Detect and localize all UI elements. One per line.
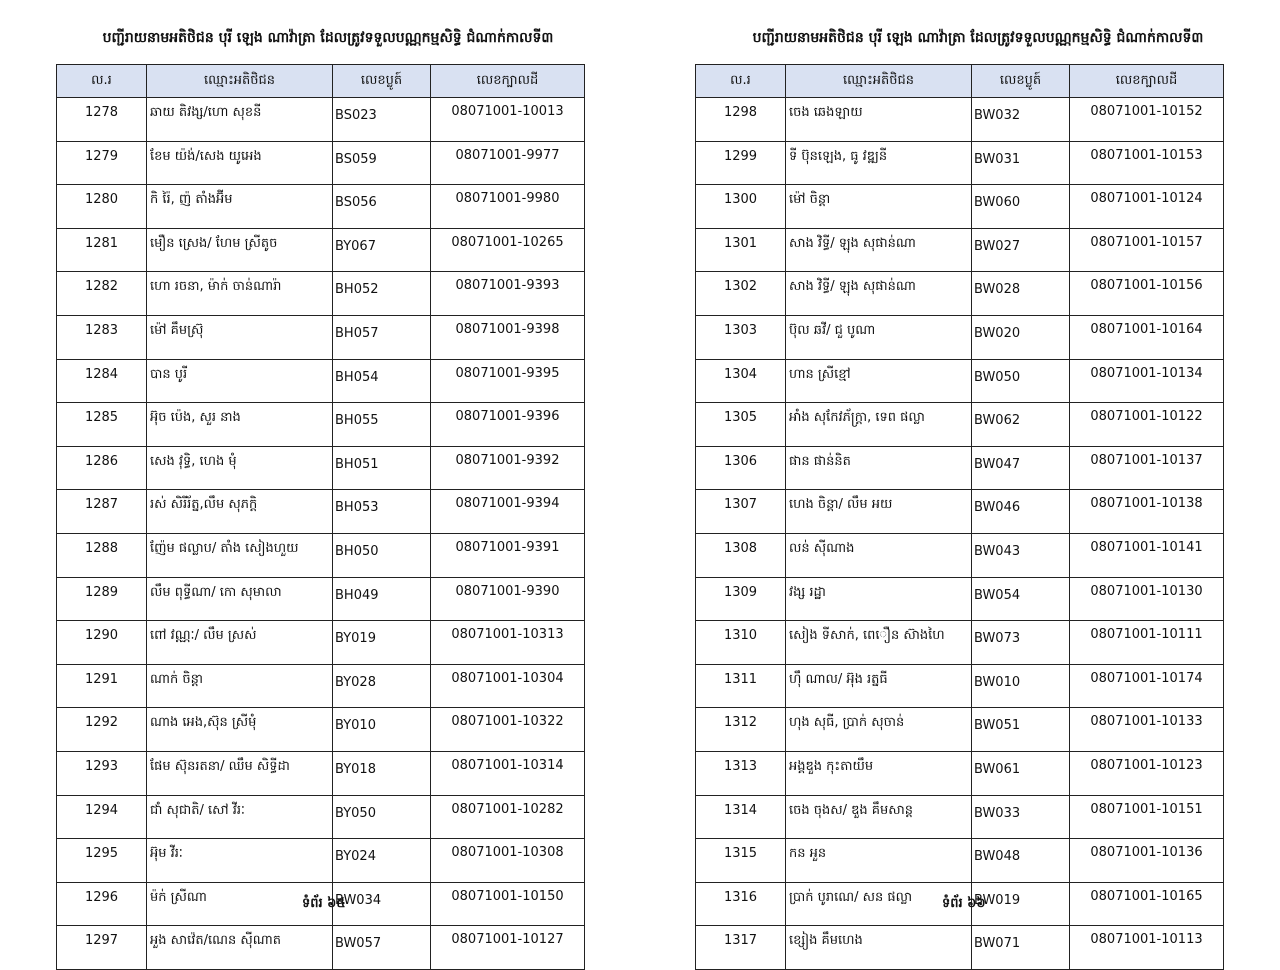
table-row bbox=[696, 98, 1224, 142]
land-title-number-cell: 08071001-10150 bbox=[431, 882, 585, 926]
land-title-number-cell: 08071001-10156 bbox=[1070, 272, 1224, 316]
plot-code-cell: BY050 bbox=[333, 795, 431, 839]
row-number-cell: 1295 bbox=[57, 839, 147, 883]
row-number-cell: 1312 bbox=[696, 708, 786, 752]
row-number-cell: 1297 bbox=[57, 926, 147, 970]
table-row bbox=[57, 228, 585, 272]
plot-code-cell: BY067 bbox=[333, 228, 431, 272]
column-header-number: ល.រ bbox=[696, 65, 786, 98]
land-title-number-cell: 08071001-10151 bbox=[1070, 795, 1224, 839]
table-row bbox=[57, 403, 585, 447]
row-number-cell: 1284 bbox=[57, 359, 147, 403]
land-title-number-cell: 08071001-10174 bbox=[1070, 664, 1224, 708]
row-number-cell: 1305 bbox=[696, 403, 786, 447]
plot-code-cell: BW054 bbox=[972, 577, 1070, 621]
plot-code-cell: BW057 bbox=[333, 926, 431, 970]
land-title-number-cell: 08071001-10165 bbox=[1070, 882, 1224, 926]
column-header-customer-name: ឈ្មោះអតិថិជន bbox=[147, 65, 333, 98]
plot-code-cell: BW028 bbox=[972, 272, 1070, 316]
land-title-number-cell: 08071001-10133 bbox=[1070, 708, 1224, 752]
row-number-cell: 1278 bbox=[57, 98, 147, 142]
row-number-cell: 1290 bbox=[57, 621, 147, 665]
table-row bbox=[696, 926, 1224, 970]
plot-code-cell: BY028 bbox=[333, 664, 431, 708]
table-row bbox=[696, 403, 1224, 447]
land-title-number-cell: 08071001-10124 bbox=[1070, 185, 1224, 229]
land-title-number-cell: 08071001-10313 bbox=[431, 621, 585, 665]
column-header-land-title-number: លេខក្បាលដី bbox=[1070, 65, 1224, 98]
row-number-cell: 1310 bbox=[696, 621, 786, 665]
document-title: បញ្ជីរាយនាមអតិថិជន បុរី ឡេង ណាវ៉ាត្រា ដែលត្រូវទទួលបណ្ណកម្មសិទ្ធិ ជំណាក់កាលទី៣ bbox=[102, 30, 554, 46]
row-number-cell: 1315 bbox=[696, 839, 786, 883]
plot-code-cell: BW047 bbox=[972, 446, 1070, 490]
land-title-number-cell: 08071001-10013 bbox=[431, 98, 585, 142]
plot-code-cell: BS056 bbox=[333, 185, 431, 229]
table-header-row bbox=[696, 65, 1224, 98]
page-number: ទំព័រ ៦៥ bbox=[302, 896, 346, 911]
table-row bbox=[696, 228, 1224, 272]
land-title-number-cell: 08071001-9980 bbox=[431, 185, 585, 229]
customer-name-cell: ហុង សុធី, ប្រាក់ សុចាន់ bbox=[786, 708, 972, 752]
plot-code-cell: BW046 bbox=[972, 490, 1070, 534]
land-title-number-cell: 08071001-10111 bbox=[1070, 621, 1224, 665]
table-row bbox=[696, 533, 1224, 577]
row-number-cell: 1298 bbox=[696, 98, 786, 142]
row-number-cell: 1303 bbox=[696, 315, 786, 359]
customer-name-cell: សៀង ទីសាក់, ពេឿន ស៊ាងហៃ bbox=[786, 621, 972, 665]
land-title-number-cell: 08071001-9390 bbox=[431, 577, 585, 621]
plot-code-cell: BW050 bbox=[972, 359, 1070, 403]
customer-name-cell: អួង សាវ៉េត/ណេន ស៊ីណាត bbox=[147, 926, 333, 970]
plot-code-cell: BH054 bbox=[333, 359, 431, 403]
column-header-number: ល.រ bbox=[57, 65, 147, 98]
table-row bbox=[57, 577, 585, 621]
table-row bbox=[57, 272, 585, 316]
row-number-cell: 1293 bbox=[57, 751, 147, 795]
customer-name-cell: ផែម ស៊ុនរតនា/ ឈឹម សិទ្ធីដា bbox=[147, 751, 333, 795]
table-row bbox=[57, 795, 585, 839]
table-row bbox=[57, 839, 585, 883]
customer-name-cell: កិ រ៉ៃ, ញ៉ តាំងអ៊ីម bbox=[147, 185, 333, 229]
column-header-plot-code: លេខប្លូត៍ bbox=[972, 65, 1070, 98]
land-title-number-cell: 08071001-10141 bbox=[1070, 533, 1224, 577]
table-row bbox=[696, 490, 1224, 534]
customer-name-cell: រស់ សិរីរ័ត្ន,លឹម សុភក្តិ bbox=[147, 490, 333, 534]
customer-name-cell: ជាំ សុជាតិ/ សៅ វីរៈ bbox=[147, 795, 333, 839]
row-number-cell: 1301 bbox=[696, 228, 786, 272]
customer-name-cell: ពៅ វណ្ណៈ/ លឹម ស្រស់ bbox=[147, 621, 333, 665]
row-number-cell: 1317 bbox=[696, 926, 786, 970]
plot-code-cell: BH050 bbox=[333, 533, 431, 577]
row-number-cell: 1304 bbox=[696, 359, 786, 403]
customer-name-cell: ម៉ក់ ស្រីណា bbox=[147, 882, 333, 926]
plot-code-cell: BY024 bbox=[333, 839, 431, 883]
plot-code-cell: BY010 bbox=[333, 708, 431, 752]
row-number-cell: 1294 bbox=[57, 795, 147, 839]
row-number-cell: 1302 bbox=[696, 272, 786, 316]
row-number-cell: 1313 bbox=[696, 751, 786, 795]
land-title-number-cell: 08071001-10157 bbox=[1070, 228, 1224, 272]
row-number-cell: 1287 bbox=[57, 490, 147, 534]
row-number-cell: 1309 bbox=[696, 577, 786, 621]
table-row bbox=[57, 751, 585, 795]
customer-table bbox=[56, 64, 585, 970]
table-row bbox=[57, 533, 585, 577]
table-row bbox=[57, 926, 585, 970]
table-header-row bbox=[57, 65, 585, 98]
land-title-number-cell: 08071001-10127 bbox=[431, 926, 585, 970]
page-number: ទំព័រ ៦៦ bbox=[942, 896, 986, 911]
customer-name-cell: ម៉ៅ គឹមស្រ៊ុ bbox=[147, 315, 333, 359]
table-row bbox=[57, 446, 585, 490]
plot-code-cell: BW071 bbox=[972, 926, 1070, 970]
land-title-number-cell: 08071001-9977 bbox=[431, 141, 585, 185]
customer-name-cell: ឆាយ តិវង្ស/ហោ សុខនី bbox=[147, 98, 333, 142]
row-number-cell: 1314 bbox=[696, 795, 786, 839]
customer-name-cell: មឿន ស្រេង/ ហែម ស្រីតូច bbox=[147, 228, 333, 272]
customer-name-cell: លឹម ពុទ្ធីណា/ កោ សុមាលា bbox=[147, 577, 333, 621]
table-row bbox=[696, 621, 1224, 665]
land-title-number-cell: 08071001-10282 bbox=[431, 795, 585, 839]
plot-code-cell: BW048 bbox=[972, 839, 1070, 883]
plot-code-cell: BY018 bbox=[333, 751, 431, 795]
plot-code-cell: BW020 bbox=[972, 315, 1070, 359]
table-row bbox=[696, 141, 1224, 185]
customer-name-cell: ញ៉ែម ផល្លាប/ តាំង សៀងហួយ bbox=[147, 533, 333, 577]
land-title-number-cell: 08071001-10123 bbox=[1070, 751, 1224, 795]
customer-name-cell: វង្ស រដ្ឋា bbox=[786, 577, 972, 621]
plot-code-cell: BW051 bbox=[972, 708, 1070, 752]
customer-name-cell: ហាន ស្រីខ្មៅ bbox=[786, 359, 972, 403]
customer-name-cell: លន់ ស៊ីណាង bbox=[786, 533, 972, 577]
column-header-customer-name: ឈ្មោះអតិថិជន bbox=[786, 65, 972, 98]
table-row bbox=[696, 577, 1224, 621]
row-number-cell: 1296 bbox=[57, 882, 147, 926]
table-row bbox=[696, 185, 1224, 229]
row-number-cell: 1281 bbox=[57, 228, 147, 272]
land-title-number-cell: 08071001-10122 bbox=[1070, 403, 1224, 447]
customer-name-cell: ប៊ុល ឆវី/ ជួ បូណា bbox=[786, 315, 972, 359]
customer-name-cell: ម៉ៅ ចិន្តា bbox=[786, 185, 972, 229]
plot-code-cell: BW031 bbox=[972, 141, 1070, 185]
plot-code-cell: BW027 bbox=[972, 228, 1070, 272]
table-row bbox=[57, 98, 585, 142]
land-title-number-cell: 08071001-9395 bbox=[431, 359, 585, 403]
land-title-number-cell: 08071001-10164 bbox=[1070, 315, 1224, 359]
plot-code-cell: BH055 bbox=[333, 403, 431, 447]
table-row bbox=[57, 708, 585, 752]
column-header-plot-code: លេខប្លូត៍ bbox=[333, 65, 431, 98]
customer-table bbox=[695, 64, 1224, 970]
row-number-cell: 1291 bbox=[57, 664, 147, 708]
table-row bbox=[57, 490, 585, 534]
row-number-cell: 1306 bbox=[696, 446, 786, 490]
land-title-number-cell: 08071001-10130 bbox=[1070, 577, 1224, 621]
land-title-number-cell: 08071001-9391 bbox=[431, 533, 585, 577]
plot-code-cell: BY019 bbox=[333, 621, 431, 665]
row-number-cell: 1285 bbox=[57, 403, 147, 447]
land-title-number-cell: 08071001-10314 bbox=[431, 751, 585, 795]
land-title-number-cell: 08071001-9393 bbox=[431, 272, 585, 316]
land-title-number-cell: 08071001-10265 bbox=[431, 228, 585, 272]
customer-name-cell: ផាន ផាន់និត bbox=[786, 446, 972, 490]
customer-name-cell: សាង វិទ្ធី/ ឡុង សុផាន់ណា bbox=[786, 228, 972, 272]
customer-name-cell: ចេង ឆេងឡាយ bbox=[786, 98, 972, 142]
row-number-cell: 1289 bbox=[57, 577, 147, 621]
plot-code-cell: BW073 bbox=[972, 621, 1070, 665]
table-row bbox=[57, 185, 585, 229]
plot-code-cell: BH053 bbox=[333, 490, 431, 534]
land-title-number-cell: 08071001-10152 bbox=[1070, 98, 1224, 142]
column-header-land-title-number: លេខក្បាលដី bbox=[431, 65, 585, 98]
plot-code-cell: BH051 bbox=[333, 446, 431, 490]
plot-code-cell: BW060 bbox=[972, 185, 1070, 229]
plot-code-cell: BW033 bbox=[972, 795, 1070, 839]
land-title-number-cell: 08071001-10134 bbox=[1070, 359, 1224, 403]
customer-name-cell: ខ្សៀង គឹមហេង bbox=[786, 926, 972, 970]
plot-code-cell: BW061 bbox=[972, 751, 1070, 795]
customer-name-cell: ប្រាក់ បូរាណេ/ សន ផល្លា bbox=[786, 882, 972, 926]
table-body bbox=[57, 98, 585, 970]
table-row bbox=[696, 795, 1224, 839]
plot-code-cell: BS059 bbox=[333, 141, 431, 185]
row-number-cell: 1300 bbox=[696, 185, 786, 229]
customer-name-cell: សាង វិទ្ធី/ ឡុង សុផាន់ណា bbox=[786, 272, 972, 316]
row-number-cell: 1311 bbox=[696, 664, 786, 708]
plot-code-cell: BW062 bbox=[972, 403, 1070, 447]
document-title: បញ្ជីរាយនាមអតិថិជន បុរី ឡេង ណាវ៉ាត្រា ដែលត្រូវទទួលបណ្ណកម្មសិទ្ធិ ជំណាក់កាលទី៣ bbox=[752, 30, 1204, 46]
page-right bbox=[640, 0, 1280, 952]
land-title-number-cell: 08071001-9396 bbox=[431, 403, 585, 447]
table-row bbox=[696, 446, 1224, 490]
table-row bbox=[696, 315, 1224, 359]
row-number-cell: 1283 bbox=[57, 315, 147, 359]
plot-code-cell: BW034 bbox=[333, 882, 431, 926]
table-row bbox=[696, 664, 1224, 708]
land-title-number-cell: 08071001-9392 bbox=[431, 446, 585, 490]
plot-code-cell: BW043 bbox=[972, 533, 1070, 577]
customer-name-cell: ណាក់ ចិន្តា bbox=[147, 664, 333, 708]
customer-name-cell: អង្គឌួង កុះតាយឹម bbox=[786, 751, 972, 795]
table-row bbox=[696, 272, 1224, 316]
customer-name-cell: ណាង អេង,ស៊ុន ស្រីមុំ bbox=[147, 708, 333, 752]
row-number-cell: 1299 bbox=[696, 141, 786, 185]
row-number-cell: 1279 bbox=[57, 141, 147, 185]
customer-name-cell: បាន បូរី bbox=[147, 359, 333, 403]
row-number-cell: 1316 bbox=[696, 882, 786, 926]
page-left bbox=[0, 0, 640, 952]
customer-name-cell: អាំង សុកែវភ័ក្ត្រា, ទេព ផល្លា bbox=[786, 403, 972, 447]
customer-name-cell: ចេង ចុងស/ ឌួង គឹមសាន្ត bbox=[786, 795, 972, 839]
customer-name-cell: ហោ រចនា, ម៉ាក់ ចាន់ណារ៉ា bbox=[147, 272, 333, 316]
customer-name-cell: ហ៊ឹ ណាល/ អ៊ុង រត្នធី bbox=[786, 664, 972, 708]
row-number-cell: 1282 bbox=[57, 272, 147, 316]
row-number-cell: 1286 bbox=[57, 446, 147, 490]
land-title-number-cell: 08071001-9394 bbox=[431, 490, 585, 534]
customer-name-cell: អ៊ុច ប៉េង, សួរ នាង bbox=[147, 403, 333, 447]
row-number-cell: 1307 bbox=[696, 490, 786, 534]
land-title-number-cell: 08071001-10113 bbox=[1070, 926, 1224, 970]
customer-name-cell: ខែម យ៉ង់/សេង យូអេង bbox=[147, 141, 333, 185]
land-title-number-cell: 08071001-9398 bbox=[431, 315, 585, 359]
row-number-cell: 1292 bbox=[57, 708, 147, 752]
plot-code-cell: BW010 bbox=[972, 664, 1070, 708]
land-title-number-cell: 08071001-10322 bbox=[431, 708, 585, 752]
plot-code-cell: BW032 bbox=[972, 98, 1070, 142]
customer-name-cell: អ៊ុម វីរៈ bbox=[147, 839, 333, 883]
land-title-number-cell: 08071001-10153 bbox=[1070, 141, 1224, 185]
customer-name-cell: ទី ប៊ុនឡេង, ធូ វឌ្ឍនី bbox=[786, 141, 972, 185]
land-title-number-cell: 08071001-10137 bbox=[1070, 446, 1224, 490]
plot-code-cell: BH052 bbox=[333, 272, 431, 316]
land-title-number-cell: 08071001-10308 bbox=[431, 839, 585, 883]
plot-code-cell: BH057 bbox=[333, 315, 431, 359]
table-row bbox=[696, 751, 1224, 795]
table-row bbox=[57, 315, 585, 359]
table-row bbox=[57, 359, 585, 403]
row-number-cell: 1308 bbox=[696, 533, 786, 577]
table-row bbox=[57, 664, 585, 708]
land-title-number-cell: 08071001-10136 bbox=[1070, 839, 1224, 883]
customer-name-cell: ហេង ចិន្តា/ លឹម អយ bbox=[786, 490, 972, 534]
table-row bbox=[696, 839, 1224, 883]
land-title-number-cell: 08071001-10304 bbox=[431, 664, 585, 708]
table-body bbox=[696, 98, 1224, 970]
row-number-cell: 1280 bbox=[57, 185, 147, 229]
land-title-number-cell: 08071001-10138 bbox=[1070, 490, 1224, 534]
customer-name-cell: កន អួន bbox=[786, 839, 972, 883]
table-row bbox=[696, 708, 1224, 752]
table-row bbox=[696, 359, 1224, 403]
table-row bbox=[57, 621, 585, 665]
row-number-cell: 1288 bbox=[57, 533, 147, 577]
plot-code-cell: BS023 bbox=[333, 98, 431, 142]
plot-code-cell: BW019 bbox=[972, 882, 1070, 926]
table-row bbox=[57, 141, 585, 185]
customer-name-cell: សេង វុទ្ធិ, ហេង មុំ bbox=[147, 446, 333, 490]
plot-code-cell: BH049 bbox=[333, 577, 431, 621]
